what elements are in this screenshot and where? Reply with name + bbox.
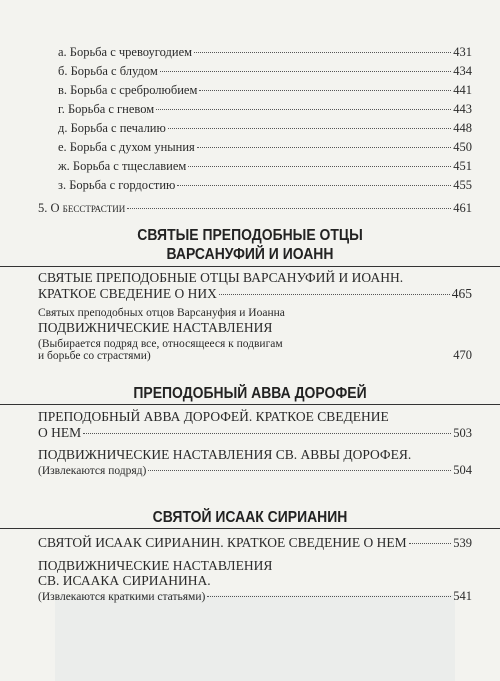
leader-dots — [83, 433, 451, 434]
entry-isaac-instructions-line2[interactable]: СВ. ИСААКА СИРИАНИНА. — [38, 573, 211, 588]
leader-dots — [156, 109, 451, 110]
toc-item-g[interactable] — [58, 102, 472, 117]
toc-item-text: ж. Борьба с тщеславием — [58, 159, 187, 173]
toc-item-text: СВЯТОЙ ИСААК СИРИАНИН. КРАТКОЕ СВЕДЕНИЕ О НЕМ — [38, 535, 407, 550]
entry-dorotheus-instructions[interactable]: ПОДВИЖНИЧЕСКИЕ НАСТАВЛЕНИЯ СВ. АВВЫ ДОРОФЕЯ. — [38, 447, 412, 462]
entry-varsanufy-intro[interactable] — [38, 286, 472, 302]
entry-dorotheus-note[interactable] — [38, 463, 472, 478]
toc-item-text: з. Борьба с гордостию — [58, 178, 176, 192]
toc-item-text: е. Борьба с духом уныния — [58, 140, 195, 154]
toc-page-number: 431 — [453, 45, 472, 59]
toc-page-number: 470 — [453, 348, 472, 362]
entry-isaac-instructions[interactable]: ПОДВИЖНИЧЕСКИЕ НАСТАВЛЕНИЯ — [38, 558, 273, 573]
leader-dots — [168, 128, 451, 129]
toc-item-d[interactable] — [58, 121, 472, 136]
toc-page-number: 539 — [453, 536, 472, 550]
leader-dots — [194, 52, 451, 53]
toc-page-number: 448 — [453, 121, 472, 135]
toc-page-number: 504 — [453, 463, 472, 477]
toc-item-text: д. Борьба с печалию — [58, 121, 166, 135]
toc-page-number: 441 — [453, 83, 472, 97]
toc-item-a[interactable] — [58, 45, 472, 60]
toc-page-number: 503 — [453, 426, 472, 440]
leader-dots — [207, 596, 451, 597]
section-title-isaac: СВЯТОЙ ИСААК СИРИАНИН — [152, 509, 348, 526]
toc-item-b[interactable] — [58, 64, 472, 79]
toc-item-z[interactable] — [58, 178, 472, 193]
entry-varsanufy-note2[interactable] — [38, 348, 472, 363]
section-rule — [0, 528, 500, 529]
leader-dots — [188, 166, 451, 167]
toc-page-number: 434 — [453, 64, 472, 78]
entry-isaac-note[interactable] — [38, 589, 472, 604]
toc-page-number: 450 — [453, 140, 472, 154]
toc-item-text: КРАТКОЕ СВЕДЕНИЕ О НИХ — [38, 286, 217, 301]
leader-dots — [148, 470, 451, 471]
toc-item-zh[interactable] — [58, 159, 472, 174]
toc-page-number: 455 — [453, 178, 472, 192]
section-rule — [0, 404, 500, 405]
leader-dots — [197, 147, 451, 148]
toc-item-text: г. Борьба с гневом — [58, 102, 155, 116]
toc-item-text: в. Борьба с сребролюбием — [58, 83, 198, 97]
toc-item-text: а. Борьба с чревоугодием — [58, 45, 193, 59]
section-title-varsanufy-2: ВАРСАНУФИЙ И ИОАНН — [166, 246, 334, 263]
toc-page-number: 461 — [453, 201, 472, 215]
entry-varsanufy-instructions[interactable]: ПОДВИЖНИЧЕСКИЕ НАСТАВЛЕНИЯ — [38, 320, 273, 335]
leader-dots — [219, 294, 450, 295]
toc-item-e[interactable] — [58, 140, 472, 155]
toc-item-v[interactable] — [58, 83, 472, 98]
leader-dots — [199, 90, 451, 91]
section-rule — [0, 266, 500, 267]
toc-page-number: 451 — [453, 159, 472, 173]
section-title-varsanufy-1: СВЯТЫЕ ПРЕПОДОБНЫЕ ОТЦЫ — [137, 227, 363, 244]
toc-item-text: О НЕМ — [38, 425, 82, 440]
toc-page-number: 443 — [453, 102, 472, 116]
entry-dorotheus-intro-line1[interactable]: ПРЕПОДОБНЫЙ АВВА ДОРОФЕЙ. КРАТКОЕ СВЕДЕНИЕ — [38, 409, 389, 424]
toc-item-text: (Извлекаются подряд) — [38, 465, 147, 477]
entry-varsanufy-intro-line1[interactable]: СВЯТЫЕ ПРЕПОДОБНЫЕ ОТЦЫ ВАРСАНУФИЙ И ИОАНН. — [38, 270, 404, 285]
toc-item-text: б. Борьба с блудом — [58, 64, 158, 78]
toc-page-number: 541 — [453, 589, 472, 603]
section-title-dorotheus: ПРЕПОДОБНЫЙ АВВА ДОРОФЕЙ — [133, 385, 367, 402]
toc-item-text: и борьбе со страстями) — [38, 350, 151, 362]
leader-dots — [409, 543, 452, 544]
leader-dots — [127, 208, 451, 209]
toc-item-5[interactable] — [38, 201, 472, 216]
toc-page-number: 465 — [451, 286, 472, 301]
toc-item-text: 5. О бесстрастии — [38, 201, 126, 215]
leader-dots — [160, 71, 452, 72]
entry-isaac-intro[interactable] — [38, 535, 472, 551]
toc-item-text: (Извлекаются краткими статьями) — [38, 591, 206, 603]
entry-dorotheus-intro[interactable] — [38, 425, 472, 441]
entry-varsanufy-author: Святых преподобных отцов Варсануфия и Иоанна — [38, 307, 285, 319]
entry-varsanufy-note1: (Выбирается подряд все, относящееся к подвигам — [38, 338, 283, 350]
page-shading — [55, 595, 455, 681]
leader-dots — [177, 185, 451, 186]
